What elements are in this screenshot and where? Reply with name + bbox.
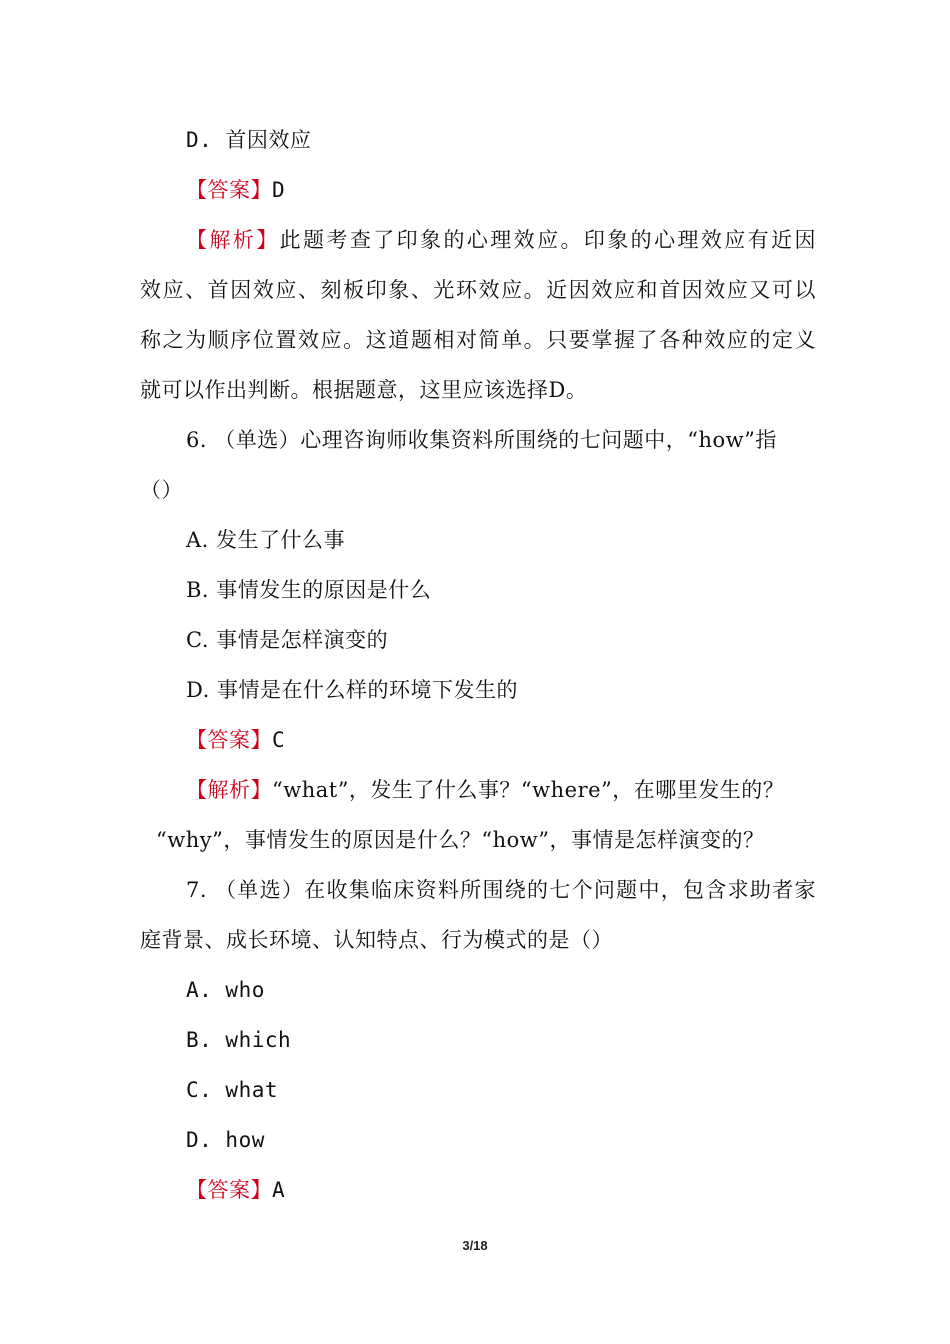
q6-analysis-line-1: 【解析】“what”，发生了什么事？“where”，在哪里发生的？ [186, 778, 785, 802]
answer-tag: 【答案】 [186, 178, 272, 202]
answer-tag: 【答案】 [186, 1178, 272, 1202]
q6-option-b: B. 事情发生的原因是什么 [186, 578, 432, 602]
answer-value: A [272, 1178, 286, 1202]
prev-analysis-line-3: 称之为顺序位置效应。这道题相对简单。只要掌握了各种效应的定义 [140, 328, 816, 352]
answer-value: D [272, 178, 286, 202]
answer-tag: 【答案】 [186, 728, 272, 752]
analysis-tag: 【解析】 [186, 778, 272, 802]
q7-option-d: D. how [186, 1128, 265, 1152]
q7-stem-line-1: 7. （单选）在收集临床资料所围绕的七个问题中，包含求助者家 [186, 878, 816, 902]
prev-analysis-line-1: 【解析】此题考查了印象的心理效应。印象的心理效应有近因 [186, 228, 817, 252]
q7-answer [186, 1176, 285, 1204]
q7-option-c: C. what [186, 1078, 279, 1102]
analysis-tag: 【解析】 [186, 228, 280, 252]
q6-answer [186, 726, 285, 754]
q6-option-a: A. 发生了什么事 [186, 528, 346, 552]
q6-stem-line-2: （） [140, 478, 183, 502]
answer-value: C [272, 728, 286, 752]
q7-option-b: B. which [186, 1028, 292, 1052]
q7-option-a: A. who [186, 978, 265, 1002]
prev-analysis-line-4: 就可以作出判断。根据题意，这里应该选择D。 [140, 378, 588, 402]
prev-answer [186, 176, 285, 204]
prev-option-d: D. 首因效应 [186, 128, 312, 152]
q6-option-c: C. 事情是怎样演变的 [186, 628, 389, 652]
page-number: 3/18 [462, 1238, 488, 1253]
q7-stem-line-2: 庭背景、成长环境、认知特点、行为模式的是（） [140, 928, 613, 952]
prev-analysis-line-2: 效应、首因效应、刻板印象、光环效应。近因效应和首因效应又可以 [140, 278, 816, 302]
q6-option-d: D. 事情是在什么样的环境下发生的 [186, 678, 518, 702]
q6-analysis-line-2: “why”，事情发生的原因是什么？“how”，事情是怎样演变的？ [156, 828, 765, 852]
q6-stem-line-1: 6. （单选）心理咨询师收集资料所围绕的七问题中，“how”指 [186, 428, 777, 452]
